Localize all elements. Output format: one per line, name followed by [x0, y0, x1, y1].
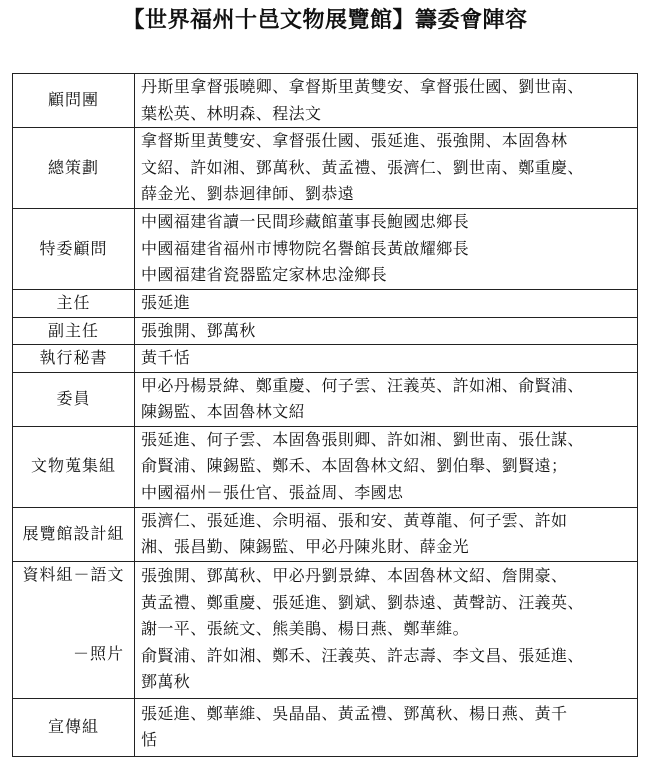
names-line: 黃千恬: [141, 348, 191, 367]
table-row: [13, 345, 638, 373]
names-cell: [135, 372, 638, 426]
role-label: 副主任: [13, 317, 135, 345]
role-label: 總策劃: [13, 128, 135, 209]
names-line: 俞賢浦、陳錫監、鄭禾、本固魯林文紹、劉伯舉、劉賢遠；: [141, 456, 568, 476]
role-label: 展覽館設計組: [13, 507, 135, 561]
names-line: 張強開、鄧萬秋: [141, 320, 256, 340]
table-row: [13, 209, 638, 290]
names-line: 謝一平、張統文、熊美鵑、楊日燕、鄭華維。: [141, 619, 470, 639]
names-cell: [135, 317, 638, 345]
names-line: 陳錫監、本固魯林文紹: [141, 402, 306, 421]
names-line: 中國福建省讀一民間珍藏館董事長鮑國忠鄉長: [141, 212, 470, 232]
names-line: 中國福州－張仕官、張益周、李國忠: [141, 482, 404, 502]
names-cell: [135, 561, 638, 698]
names-line: 拿督斯里黃雙安、拿督張仕國、張延進、張強開、本固魯林: [141, 131, 568, 151]
table-row: [13, 561, 638, 698]
names-line: 甲必丹楊景緯、鄭重慶、何子雲、汪義英、許如湘、俞賢浦、: [141, 375, 584, 395]
table-row: [13, 290, 638, 318]
names-line: 張強開、鄧萬秋、甲必丹劉景緯、本固魯林文紹、詹開豪、: [141, 566, 568, 586]
names-line: 張延進: [141, 293, 191, 312]
role-label: 宣傳組: [13, 698, 135, 756]
table-row: [13, 507, 638, 561]
names-line: 張延進、鄭華維、吳晶晶、黃孟禮、鄧萬秋、楊日燕、黃千: [141, 703, 568, 723]
role-label-photo: －照片: [72, 643, 124, 663]
names-cell: [135, 128, 638, 209]
role-label: 執行秘書: [13, 345, 135, 373]
names-line: 恬: [141, 730, 158, 749]
names-cell: [135, 507, 638, 561]
names-cell: [135, 290, 638, 318]
page-title: 【世界福州十邑文物展覽館】籌委會陣容: [122, 8, 528, 33]
names-line: 中國福建省瓷器監定家林忠淦鄉長: [141, 265, 388, 285]
names-line: 薛金光、劉恭迴律師、劉恭遠: [141, 184, 355, 204]
names-line: 鄧萬秋: [141, 672, 191, 692]
names-cell: [135, 74, 638, 128]
names-cell: [135, 345, 638, 373]
table-row: [13, 698, 638, 756]
table-row: [13, 317, 638, 345]
role-label: 特委顧問: [13, 209, 135, 290]
names-line: 中國福建省福州市博物院名譽館長黃啟耀鄉長: [141, 238, 470, 258]
names-line: 張濟仁、張延進、佘明福、張和安、黃尊龍、何子雲、許如: [141, 510, 568, 530]
names-line: 黃孟禮、鄭重慶、張延進、劉斌、劉恭遠、黃聲訪、汪義英、: [141, 592, 584, 612]
names-cell: [135, 698, 638, 756]
names-cell: [135, 426, 638, 507]
role-label: 顧問團: [13, 74, 135, 128]
names-line: 葉松英、林明森、程法文: [141, 103, 322, 123]
role-label: 委員: [13, 372, 135, 426]
role-label-language: 資料組－語文: [22, 564, 125, 584]
names-line: 俞賢浦、許如湘、鄭禾、汪義英、許志壽、李文昌、張延進、: [141, 645, 584, 665]
role-label-materials: [13, 561, 135, 698]
names-line: 文紹、許如湘、鄧萬秋、黃孟禮、張濟仁、劉世南、鄭重慶、: [141, 157, 584, 177]
committee-table: [12, 73, 638, 757]
table-row: [13, 426, 638, 507]
role-label: 主任: [13, 290, 135, 318]
names-line: 湘、張昌勤、陳錫監、甲必丹陳兆財、薛金光: [141, 537, 470, 556]
names-line: 丹斯里拿督張曉卿、拿督斯里黃雙安、拿督張仕國、劉世南、: [141, 77, 584, 96]
table-row: [13, 74, 638, 128]
names-cell: [135, 209, 638, 290]
names-line: 張延進、何子雲、本固魯張則卿、許如湘、劉世南、張仕謀、: [141, 429, 584, 449]
table-row: [13, 128, 638, 209]
table-row: [13, 372, 638, 426]
role-label: 文物蒐集組: [13, 426, 135, 507]
